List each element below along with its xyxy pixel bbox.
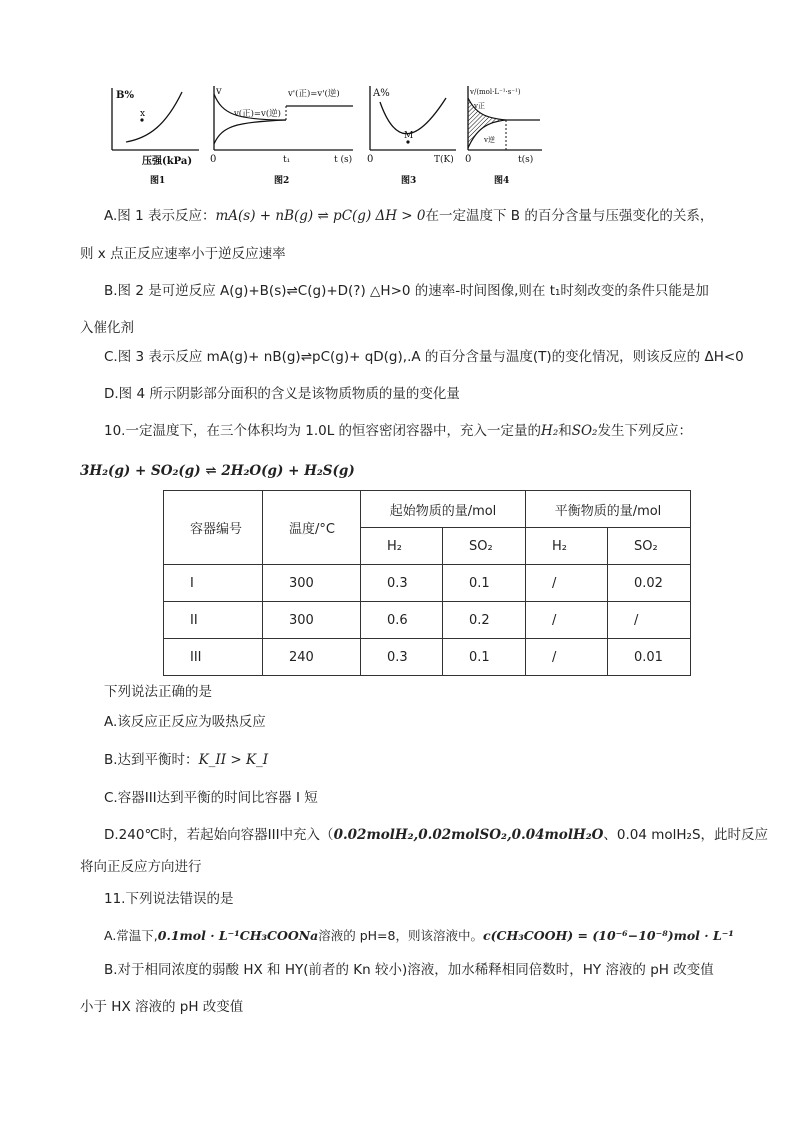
figure-2: [208, 80, 358, 189]
q10-stem-h2: H₂: [541, 423, 559, 439]
q10-prompt: 下列说法正确的是: [104, 684, 212, 700]
q10-d-suffix: 、0.04 molH₂S，此时反应: [603, 827, 769, 843]
fig2-ylabel: v: [216, 86, 222, 97]
fig4-caption: 图4: [494, 176, 510, 185]
fig4-origin: 0: [465, 154, 472, 165]
q11-a-formula1: 0.1mol · L⁻¹CH₃COONa: [157, 928, 319, 943]
fig3-xlabel: T(K): [434, 155, 454, 165]
q9-a-prefix: A.图 1 表示反应：: [104, 208, 216, 224]
fig2-caption: 图2: [274, 176, 290, 185]
cell: III: [164, 639, 263, 676]
th-initial: 起始物质的量/mol: [361, 491, 526, 528]
cell: 300: [263, 565, 361, 602]
th-equilibrium: 平衡物质的量/mol: [526, 491, 691, 528]
q11-option-a: [104, 927, 734, 945]
th-sub-so2-eq: SO₂: [608, 528, 691, 565]
cell: 0.3: [361, 639, 443, 676]
fig1-ylabel: B%: [116, 90, 134, 101]
fig2-equal-label-1: v(正)=v(逆): [234, 109, 281, 119]
cell: 0.1: [443, 639, 526, 676]
th-sub-h2-eq: H₂: [526, 528, 608, 565]
fig4-v-forward: v正: [474, 102, 485, 110]
cell: 300: [263, 602, 361, 639]
fig1-point-label: x: [140, 109, 146, 119]
q10-option-b: [104, 751, 268, 769]
cell: I: [164, 565, 263, 602]
cell: II: [164, 602, 263, 639]
q9-a-formula: mA(s) + nB(g) ⇌ pC(g) ΔH > 0: [215, 208, 426, 224]
fig3-origin: 0: [367, 154, 374, 165]
cell: 0.01: [608, 639, 691, 676]
q9-option-d: D.图 4 所示阴影部分面积的含义是该物质物质的量的变化量: [104, 386, 460, 402]
q9-option-a: [104, 207, 713, 225]
q11-a-mid: 溶液的 pH=8，则该溶液中。: [318, 928, 483, 943]
q10-d-formula: 0.02molH₂,0.02molSO₂,0.04molH₂O: [333, 827, 604, 843]
fig3-caption: 图3: [401, 176, 417, 185]
q10-stem: [104, 422, 692, 440]
fig4-v-reverse: v逆: [484, 136, 495, 144]
th-container: 容器编号: [164, 491, 263, 565]
fig2-t1: t₁: [283, 155, 291, 165]
q10-stem-and: 和: [558, 423, 572, 439]
q11-option-b: B.对于相同浓度的弱酸 HX 和 HY(前者的 Kn 较小)溶液，加水稀释相同倍数时，HY 溶液的 pH 改变值小于 HX 溶液的 pH 改变值: [80, 962, 714, 1015]
figure-4: [462, 80, 548, 189]
q9-option-c: C.图 3 表示反应 mA(g)+ nB(g)⇌pC(g)+ qD(g),.A 的百分含量与温度(T)的变化情况，则该反应的 ΔH<0: [104, 349, 744, 365]
cell: /: [608, 602, 691, 639]
cell: 0.6: [361, 602, 443, 639]
fig1-xlabel: 压强(kPa): [142, 156, 193, 167]
cell: 0.2: [443, 602, 526, 639]
q11-a-formula2: c(CH₃COOH) = (10⁻⁶−10⁻⁸)mol · L⁻¹: [482, 928, 734, 943]
fig2-origin: 0: [210, 154, 217, 165]
q10-stem-so2: SO₂: [571, 423, 598, 439]
fig3-ylabel: A%: [373, 88, 390, 99]
fig2-equal-label-2: v'(正)=v'(逆): [288, 89, 340, 99]
th-temperature: 温度/°C: [263, 491, 361, 565]
fig2-xlabel: t (s): [334, 155, 353, 165]
cell: 0.1: [443, 565, 526, 602]
cell: /: [526, 565, 608, 602]
q11-stem: 11.下列说法错误的是: [104, 891, 234, 907]
q10-option-a: A.该反应正反应为吸热反应: [104, 714, 266, 730]
table-row: [164, 639, 691, 676]
q11-a-prefix: A.常温下,: [104, 928, 158, 943]
cell: /: [526, 639, 608, 676]
fig3-curve: [380, 98, 446, 134]
q10-option-d: [104, 826, 768, 844]
fig2-reverse-curve: [214, 120, 286, 144]
q10-b-formula: K_II > K_I: [198, 752, 269, 768]
cell: 240: [263, 639, 361, 676]
table-row: [164, 565, 691, 602]
figure-1: [104, 80, 204, 189]
fig4-xlabel: t(s): [518, 155, 534, 165]
q10-option-c: C.容器III达到平衡的时间比容器 I 短: [104, 790, 318, 806]
th-sub-so2-initial: SO₂: [443, 528, 526, 565]
fig1-curve: [126, 92, 182, 142]
cell: 0.02: [608, 565, 691, 602]
q10-option-d-cont: 将向正反应方向进行: [80, 859, 202, 875]
figure-3: [364, 80, 460, 189]
q10-stem-suffix: 发生下列反应：: [597, 423, 692, 439]
fig3-point-label: M: [404, 131, 414, 141]
q9-a-suffix: 在一定温度下 B 的百分含量与压强变化的关系，: [425, 208, 714, 224]
q10-equation: 3H₂(g) + SO₂(g) ⇌ 2H₂O(g) + H₂S(g): [80, 463, 355, 479]
cell: 0.3: [361, 565, 443, 602]
q10-b-prefix: B.达到平衡时：: [104, 752, 199, 768]
fig4-ylabel: v/(mol·L⁻¹·s⁻¹): [470, 88, 521, 96]
q10-table: [163, 490, 691, 676]
cell: /: [526, 602, 608, 639]
fig1-caption: 图1: [150, 176, 166, 185]
th-sub-h2-initial: H₂: [361, 528, 443, 565]
q10-stem-prefix: 10.一定温度下，在三个体积均为 1.0L 的恒容密闭容器中，充入一定量的: [104, 423, 542, 439]
table-row: [164, 602, 691, 639]
q10-d-prefix: D.240℃时，若起始向容器III中充入（: [104, 827, 334, 843]
q9-option-a-cont: 则 x 点正反应速率小于逆反应速率: [80, 246, 286, 262]
q9-option-b: B.图 2 是可逆反应 A(g)+B(s)⇌C(g)+D(?) △H>0 的速率-时间图像,则在 t₁时刻改变的条件只能是加入催化剂: [80, 283, 709, 336]
